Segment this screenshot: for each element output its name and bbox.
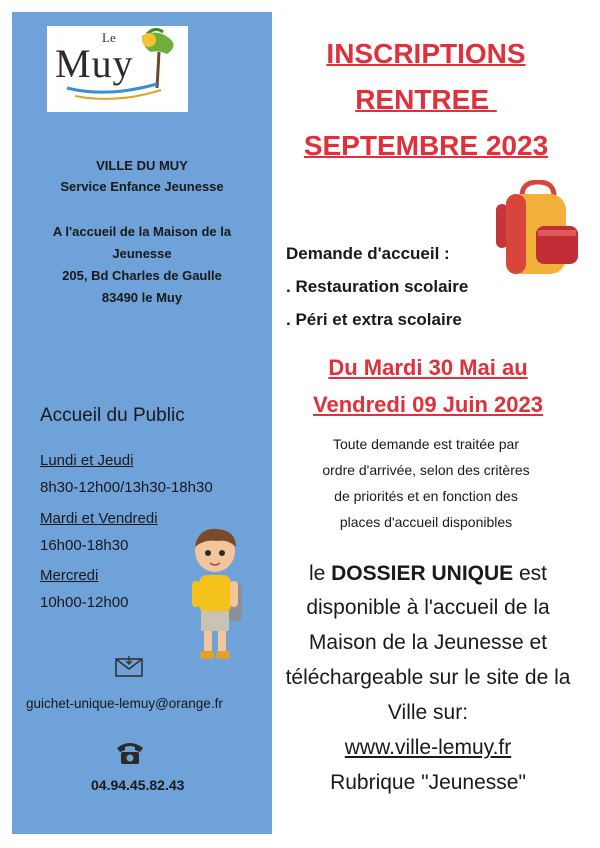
dates-line2: Vendredi 09 Juin 2023 <box>313 392 543 417</box>
envelope-icon <box>115 656 143 678</box>
city-name: VILLE DU MUY <box>96 158 188 173</box>
dossier-heading <box>270 562 586 586</box>
child-illustration-icon <box>188 525 248 667</box>
backpack-icon <box>492 180 582 276</box>
city-logo <box>47 26 188 112</box>
dossier-bold: DOSSIER UNIQUE <box>331 562 514 585</box>
info-line: ordre d'arrivée, selon des critères <box>322 462 530 478</box>
demande-title: Demande d'accueil : <box>286 244 450 263</box>
contact-phone[interactable]: 04.94.45.82.43 <box>91 777 185 793</box>
dossier-line: Ville sur: <box>387 701 469 724</box>
address-line: Jeunesse <box>112 246 172 261</box>
address-line: 83490 le Muy <box>101 290 183 305</box>
info-line: places d'accueil disponibles <box>339 514 513 530</box>
logo-le-text: Le <box>102 30 116 45</box>
dossier-line: disponible à l'accueil de la <box>306 596 550 619</box>
address-line: A l'accueil de la Maison de la <box>52 224 232 239</box>
demande-item: . Restauration scolaire <box>286 277 469 296</box>
service-name: Service Enfance Jeunesse <box>60 179 224 194</box>
schedule-days: Mardi et Vendredi <box>40 510 158 527</box>
dossier-suffix: est <box>513 562 548 585</box>
schedule-days: Mercredi <box>40 567 99 584</box>
dates-line1: Du Mardi 30 Mai au <box>328 355 528 380</box>
rubrique-text: Rubrique "Jeunesse" <box>330 771 526 794</box>
schedule-days: Lundi et Jeudi <box>40 452 134 469</box>
schedule-hours: 10h00-12h00 <box>40 594 129 611</box>
contact-email[interactable]: guichet-unique-lemuy@orange.fr <box>26 696 223 711</box>
demande-item: . Péri et extra scolaire <box>286 310 462 329</box>
address-line: 205, Bd Charles de Gaulle <box>62 268 222 283</box>
telephone-icon <box>115 740 145 766</box>
headline-line2: RENTREE <box>355 84 497 115</box>
headline-line3: SEPTEMBRE 2023 <box>303 130 549 161</box>
headline-line1: INSCRIPTIONS <box>326 38 526 69</box>
dossier-prefix: le <box>308 562 332 585</box>
dossier-line: téléchargeable sur le site de la <box>285 666 571 689</box>
public-hours-title: Accueil du Public <box>40 405 185 426</box>
logo-muy-text: Muy <box>55 41 134 86</box>
schedule-hours: 8h30-12h00/13h30-18h30 <box>40 479 213 496</box>
info-line: Toute demande est traitée par <box>332 436 519 452</box>
info-line: de priorités et en fonction des <box>334 488 518 504</box>
schedule-hours: 16h00-18h30 <box>40 537 129 554</box>
dossier-line: Maison de la Jeunesse et <box>308 631 548 654</box>
website-link[interactable]: www.ville-lemuy.fr <box>344 736 512 759</box>
